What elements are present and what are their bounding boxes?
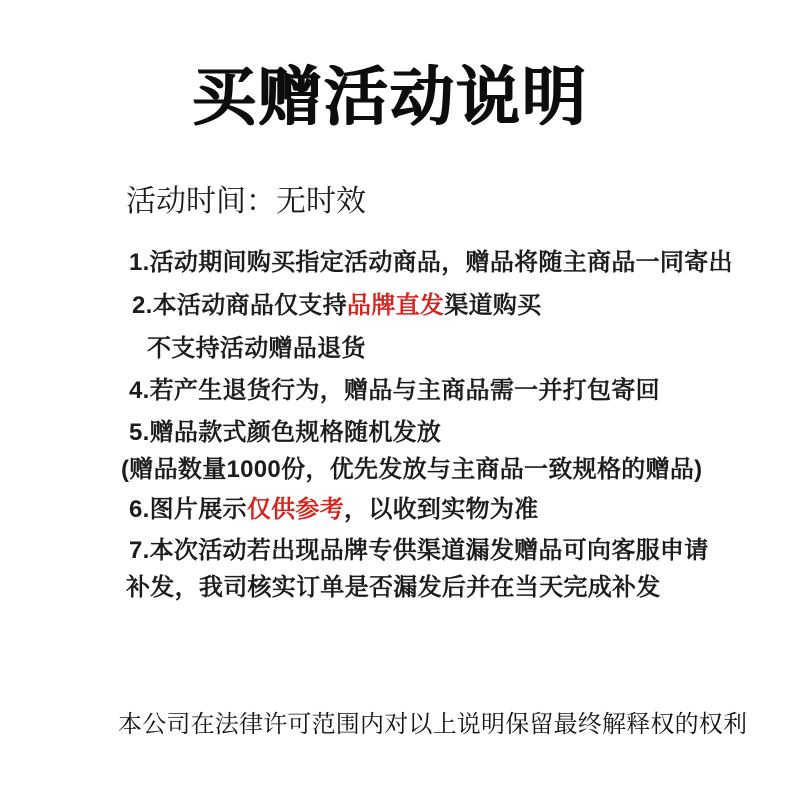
rule-item-2-continuation-text: 不支持活动赠品退货 (147, 335, 366, 362)
rule-item-2-continuation (147, 335, 366, 363)
legal-disclaimer-text: 本公司在法律许可范围内对以上说明保留最终解释权的权利 (118, 711, 748, 738)
rule-item-5 (129, 419, 441, 447)
rule-item-6-highlight: 仅供参考 (246, 496, 345, 523)
rule-item-7-line1-text: 7.本次活动若出现品牌专供渠道漏发赠品可向客服申请 (129, 537, 709, 564)
rule-item-4 (129, 377, 660, 405)
rule-item-7-line2 (126, 574, 661, 602)
rule-item-7-line2-text: 补发，我司核实订单是否漏发后并在当天完成补发 (126, 574, 661, 601)
rule-item-2-prefix: 2.本活动商品仅支持 (132, 292, 348, 319)
rule-item-5-note-text: (赠品数量1000份，优先发放与主商品一致规格的赠品) (121, 456, 703, 483)
rule-item-6-prefix: 6.图片展示 (129, 496, 247, 523)
rule-item-7-line1 (129, 537, 709, 565)
rule-item-1 (129, 249, 733, 277)
rule-item-2-suffix: 渠道购买 (444, 292, 542, 319)
page-title: 买赠活动说明 (192, 61, 588, 133)
rule-item-2 (132, 292, 541, 320)
rule-item-5-note (121, 456, 702, 484)
rule-item-6 (129, 496, 538, 524)
activity-time-text: 活动时间：无时效 (126, 185, 366, 218)
rule-item-1-text: 1.活动期间购买指定活动商品，赠品将随主商品一同寄出 (129, 249, 733, 276)
rule-item-4-text: 4.若产生退货行为，赠品与主商品需一并打包寄回 (129, 377, 660, 404)
rule-item-2-highlight: 品牌直发 (347, 292, 445, 319)
rule-item-6-suffix: ，以收到实物为准 (344, 496, 539, 523)
rule-item-5-text: 5.赠品款式颜色规格随机发放 (129, 419, 442, 446)
